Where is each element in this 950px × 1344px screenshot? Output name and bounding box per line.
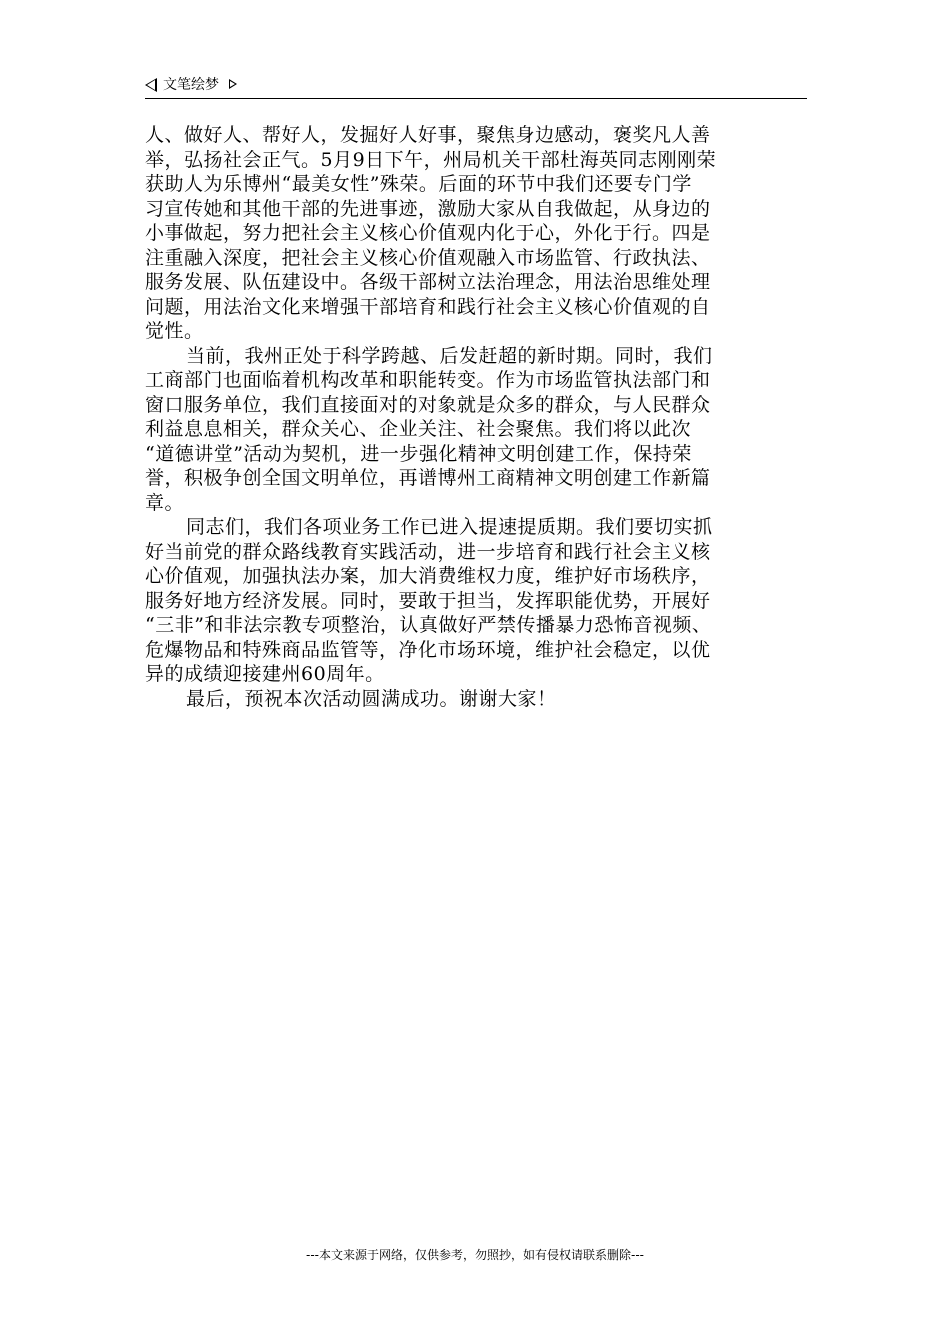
text-line: 举，弘扬社会正气。5月9日下午，州局机关干部杜海英同志刚刚荣 — [145, 148, 717, 171]
text-line: 誉，积极争创全国文明单位，再谱博州工商精神文明创建工作新篇 — [145, 467, 711, 489]
text-line: 觉性。 — [145, 320, 204, 342]
text-line: 习宣传她和其他干部的先进事迹，激励大家从自我做起，从身边的 — [145, 197, 711, 220]
paragraph-3 — [145, 515, 810, 687]
page-header — [145, 74, 807, 99]
text-line: 利益息息相关，群众关心、企业关注、社会聚焦。我们将以此次 — [145, 418, 692, 440]
text-line: 心价值观，加强执法办案，加大消费维权力度，维护好市场秩序， — [145, 565, 711, 587]
text-line: 工商部门也面临着机构改革和职能转变。作为市场监管执法部门和 — [145, 369, 711, 391]
text-line: 章。 — [145, 491, 185, 514]
text-line: 异的成绩迎接建州60周年。 — [145, 663, 385, 685]
text-line: 同志们，我们各项业务工作已进入提速提质期。我们要切实抓 — [186, 516, 713, 538]
triangle-right-icon — [229, 79, 237, 89]
header-title: 文笔绘梦 — [163, 77, 219, 93]
text-line: 窗口服务单位，我们直接面对的对象就是众多的群众，与人民群众 — [145, 393, 711, 416]
paragraph-1 — [145, 123, 810, 344]
text-line: 注重融入深度，把社会主义核心价值观融入市场监管、行政执法、 — [145, 246, 711, 269]
text-line: 当前，我州正处于科学跨越、后发赶超的新时期。同时，我们 — [186, 344, 713, 367]
text-line: 最后，预祝本次活动圆满成功。谢谢大家！ — [186, 687, 557, 710]
text-line: 服务好地方经济发展。同时，要敢于担当，发挥职能优势，开展好 — [145, 589, 711, 612]
text-line: 获助人为乐博州“最美女性”殊荣。后面的环节中我们还要专门学 — [145, 173, 692, 195]
text-line: 服务发展、队伍建设中。各级干部树立法治理念，用法治思维处理 — [145, 271, 711, 293]
text-line: “三非”和非法宗教专项整治，认真做好严禁传播暴力恐怖音视频、 — [145, 614, 712, 636]
text-line: 好当前党的群众路线教育实践活动，进一步培育和践行社会主义核 — [145, 540, 711, 563]
triangle-left-icon — [145, 78, 157, 92]
text-line: 危爆物品和特殊商品监管等，净化市场环境，维护社会稳定，以优 — [145, 638, 711, 661]
document-body — [145, 123, 810, 711]
text-line: 问题，用法治文化来增强干部培育和践行社会主义核心价值观的自 — [145, 295, 711, 318]
text-line: 小事做起，努力把社会主义核心价值观内化于心，外化于行。四是 — [145, 222, 711, 244]
paragraph-4 — [145, 687, 810, 712]
header-title-group — [145, 76, 237, 94]
paragraph-2 — [145, 344, 810, 516]
page-footer: ---本文来源于网络，仅供参考，勿照抄，如有侵权请联系删除--- — [306, 1248, 644, 1262]
text-line: 人、做好人、帮好人，发掘好人好事，聚焦身边感动，褒奖凡人善 — [145, 124, 711, 146]
text-line: “道德讲堂”活动为契机，进一步强化精神文明创建工作，保持荣 — [145, 442, 692, 465]
